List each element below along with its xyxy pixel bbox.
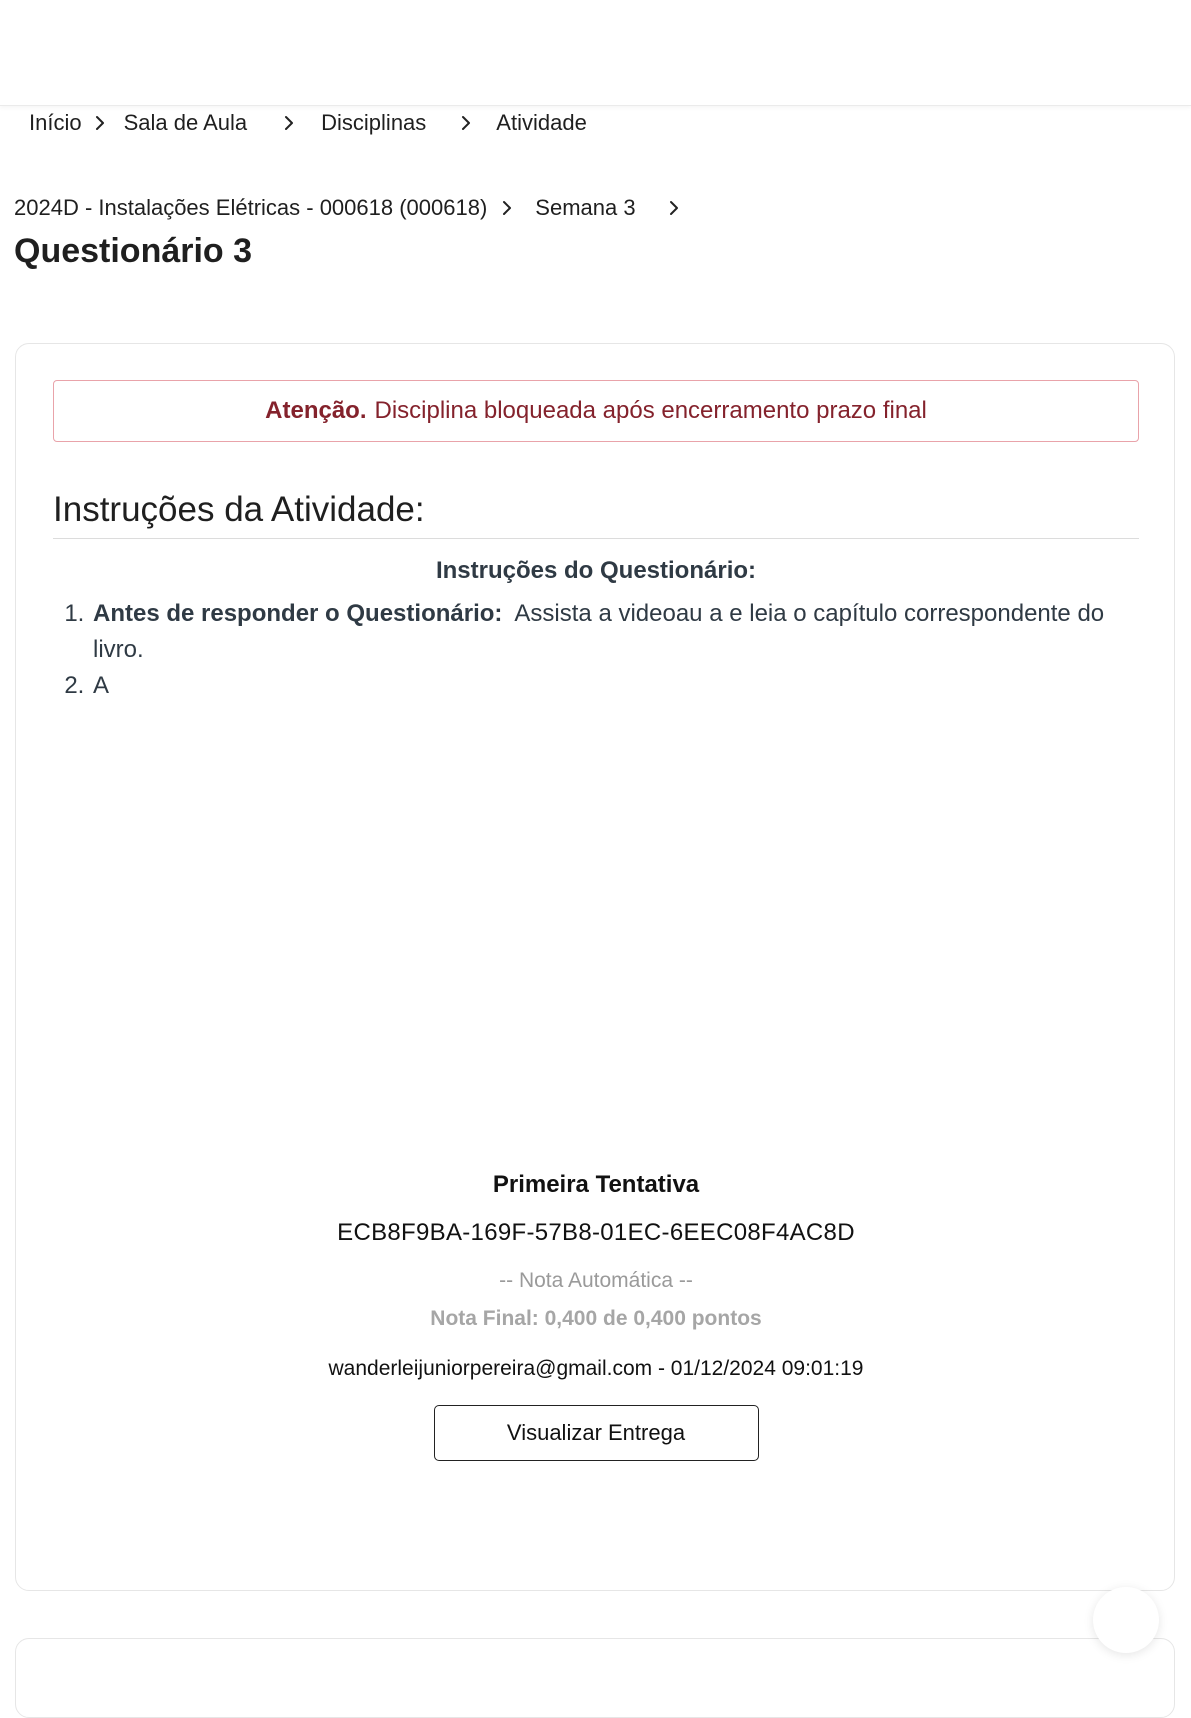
locked-alert xyxy=(53,380,1139,442)
breadcrumb-atividade[interactable]: Atividade xyxy=(496,110,587,135)
breadcrumb-week-link[interactable]: Semana 3 xyxy=(535,195,636,220)
view-submission-button[interactable]: Visualizar Entrega xyxy=(434,1405,759,1461)
list-item-text: Assista a videoau a e leia o capítulo correspondente do livro. xyxy=(93,600,1105,663)
course-breadcrumb xyxy=(14,195,680,221)
final-grade: Nota Final: 0,400 de 0,400 pontos xyxy=(430,1307,762,1330)
breadcrumb-inicio[interactable]: Início xyxy=(29,110,82,135)
submitter-info: wanderleijuniorpereira@gmail.com - 01/12/2024 09:01:19 xyxy=(328,1357,864,1380)
breadcrumb-sala-de-aula[interactable]: Sala de Aula xyxy=(123,110,248,135)
page-title: Questionário 3 xyxy=(14,232,253,270)
next-card xyxy=(15,1638,1175,1718)
chevron-right-icon xyxy=(94,114,106,132)
breadcrumb-disciplinas[interactable]: Disciplinas xyxy=(321,110,427,135)
chevron-right-icon xyxy=(501,199,513,217)
list-item-bold: Antes de responder o Questionário: xyxy=(93,600,503,627)
activity-card xyxy=(15,343,1175,1591)
alert-strong: Atenção. xyxy=(265,397,367,424)
floating-action-button[interactable] xyxy=(1093,1587,1159,1653)
breadcrumb xyxy=(29,110,587,136)
instructions-list xyxy=(53,596,1151,704)
attempt-title: Primeira Tentativa xyxy=(492,1171,700,1198)
chevron-right-icon xyxy=(460,114,472,132)
attempt-summary xyxy=(16,1171,1176,1461)
top-header-bar xyxy=(0,0,1191,106)
list-item-text: A xyxy=(93,672,110,699)
attempt-code: ECB8F9BA-169F-57B8-01EC-6EEC08F4AC8D xyxy=(337,1219,855,1246)
instructions-heading: Instruções da Atividade: xyxy=(53,490,1139,539)
auto-grade-label: -- Nota Automática -- xyxy=(499,1269,693,1292)
breadcrumb-course-link[interactable]: 2024D - Instalações Elétricas - 000618 (000618) xyxy=(14,195,488,220)
alert-message: Disciplina bloqueada após encerramento prazo final xyxy=(374,397,927,424)
list-item xyxy=(91,668,1151,704)
chevron-right-icon xyxy=(668,199,680,217)
chevron-right-icon xyxy=(283,114,295,132)
instructions-subtitle: Instruções do Questionário: xyxy=(435,557,757,584)
list-item xyxy=(91,596,1151,668)
